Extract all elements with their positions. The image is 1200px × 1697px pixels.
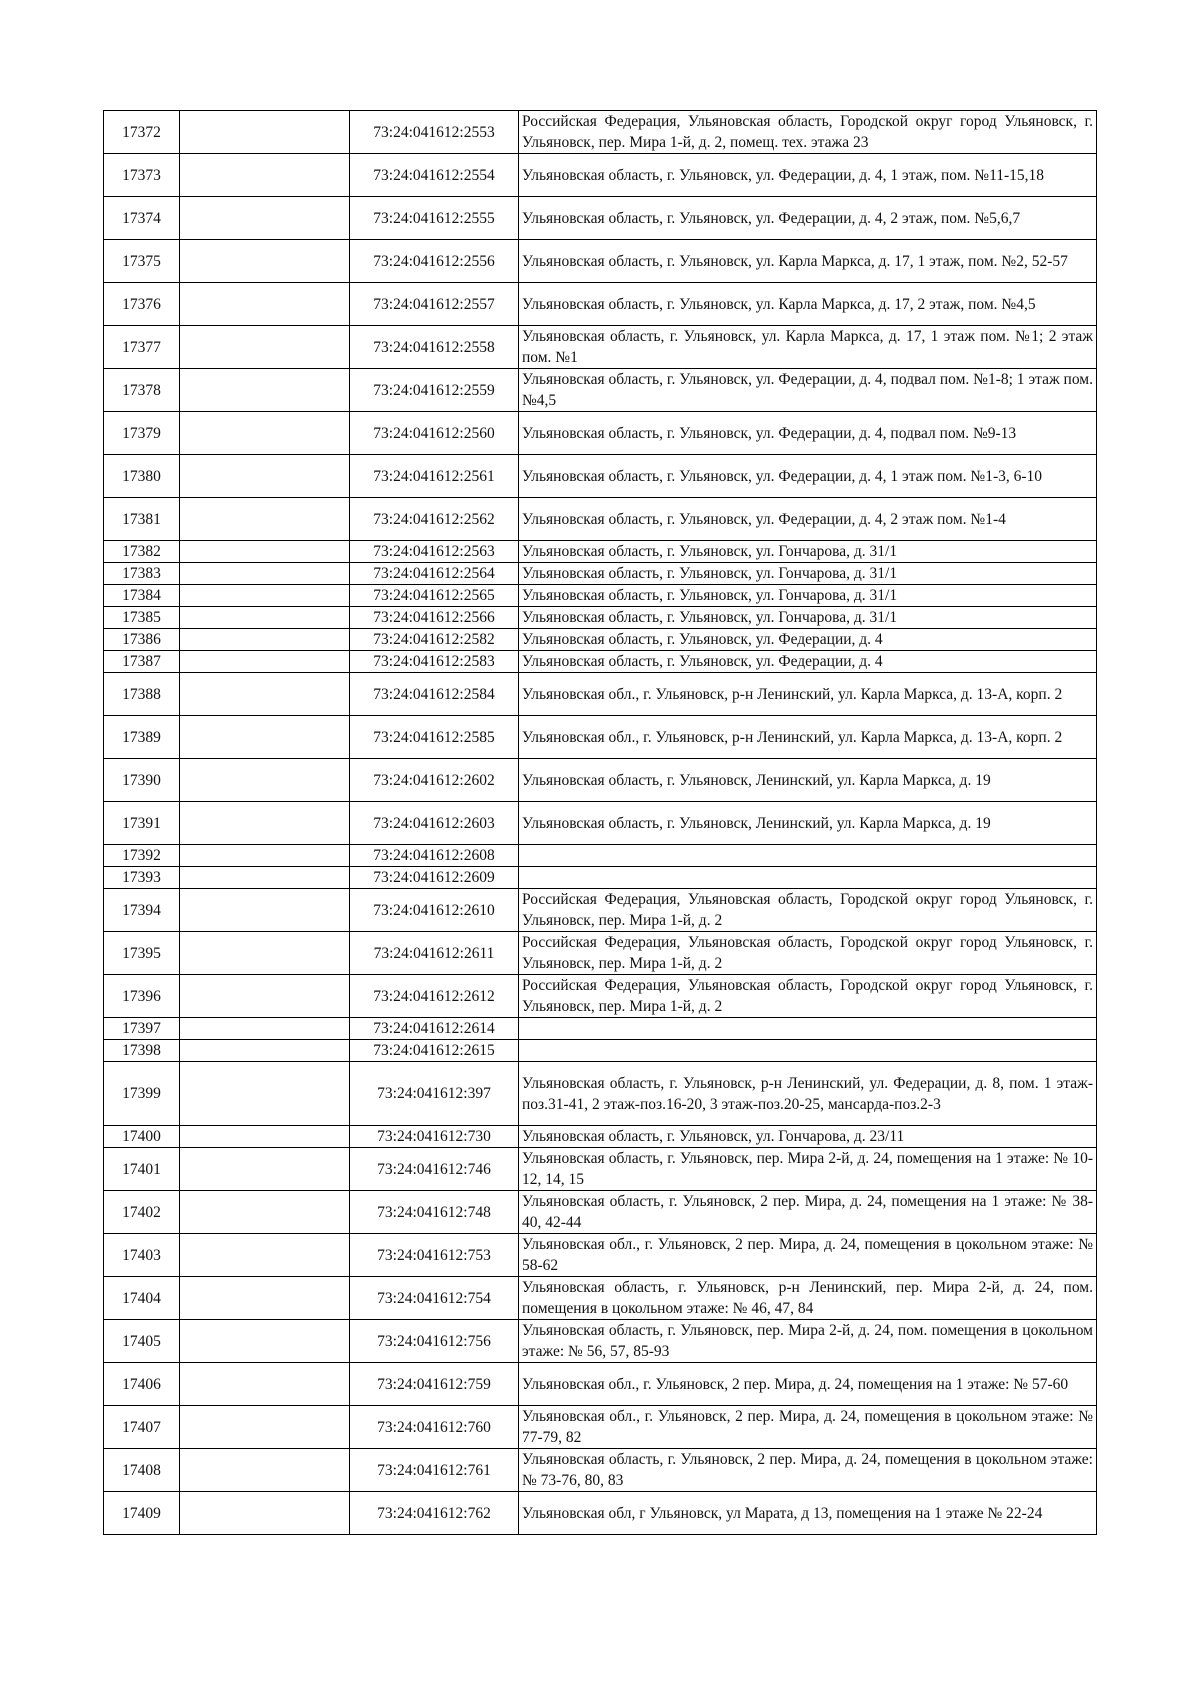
cadastral-number-cell: 73:24:041612:2582 <box>350 629 519 651</box>
empty-cell <box>180 369 350 412</box>
address-cell: Ульяновская область, г. Ульяновск, ул. Карла Маркса, д. 17, 1 этаж пом. №1; 2 этаж пом. №1 <box>519 326 1097 369</box>
table-row <box>104 759 1097 802</box>
empty-cell <box>180 283 350 326</box>
cadastral-number-cell: 73:24:041612:730 <box>350 1126 519 1148</box>
empty-cell <box>180 541 350 563</box>
cadastral-number-cell: 73:24:041612:2558 <box>350 326 519 369</box>
table-row <box>104 455 1097 498</box>
cadastral-number-cell: 73:24:041612:2561 <box>350 455 519 498</box>
table-row <box>104 802 1097 845</box>
table-row <box>104 1363 1097 1406</box>
address-cell: Российская Федерация, Ульяновская область, Городской округ город Ульяновск, г. Ульяновск, пер. Мира 1-й, д. 2, помещ. тех. этажа 23 <box>519 111 1097 154</box>
empty-cell <box>180 326 350 369</box>
empty-cell <box>180 1406 350 1449</box>
address-cell: Ульяновская область, г. Ульяновск, 2 пер. Мира, д. 24, помещения на 1 этаже: № 38-40, 42-44 <box>519 1191 1097 1234</box>
row-number-cell: 17399 <box>104 1062 180 1126</box>
address-cell <box>519 1018 1097 1040</box>
table-row <box>104 975 1097 1018</box>
row-number-cell: 17404 <box>104 1277 180 1320</box>
empty-cell <box>180 802 350 845</box>
table-row <box>104 1234 1097 1277</box>
row-number-cell: 17400 <box>104 1126 180 1148</box>
table-row <box>104 1040 1097 1062</box>
address-cell: Ульяновская область, г. Ульяновск, пер. Мира 2-й, д. 24, помещения на 1 этаже: № 10-12, 14, 15 <box>519 1148 1097 1191</box>
empty-cell <box>180 585 350 607</box>
cadastral-number-cell: 73:24:041612:2609 <box>350 867 519 889</box>
empty-cell <box>180 889 350 932</box>
table-row <box>104 1018 1097 1040</box>
table-row <box>104 867 1097 889</box>
row-number-cell: 17409 <box>104 1492 180 1535</box>
address-cell: Ульяновская обл., г. Ульяновск, 2 пер. Мира, д. 24, помещения в цокольном этаже: № 58-62 <box>519 1234 1097 1277</box>
address-cell <box>519 867 1097 889</box>
table-row <box>104 673 1097 716</box>
cadastral-number-cell: 73:24:041612:762 <box>350 1492 519 1535</box>
row-number-cell: 17375 <box>104 240 180 283</box>
table-row <box>104 154 1097 197</box>
table-row <box>104 1126 1097 1148</box>
cadastral-number-cell: 73:24:041612:2559 <box>350 369 519 412</box>
registry-table <box>103 110 1097 1535</box>
empty-cell <box>180 975 350 1018</box>
table-row <box>104 412 1097 455</box>
table-row <box>104 111 1097 154</box>
row-number-cell: 17379 <box>104 412 180 455</box>
cadastral-number-cell: 73:24:041612:2560 <box>350 412 519 455</box>
address-cell: Российская Федерация, Ульяновская область, Городской округ город Ульяновск, г. Ульяновск, пер. Мира 1-й, д. 2 <box>519 889 1097 932</box>
cadastral-number-cell: 73:24:041612:746 <box>350 1148 519 1191</box>
row-number-cell: 17387 <box>104 651 180 673</box>
cadastral-number-cell: 73:24:041612:2583 <box>350 651 519 673</box>
address-cell: Ульяновская область, г. Ульяновск, ул. Федерации, д. 4, подвал пом. №9-13 <box>519 412 1097 455</box>
empty-cell <box>180 1191 350 1234</box>
cadastral-number-cell: 73:24:041612:2562 <box>350 498 519 541</box>
table-row <box>104 563 1097 585</box>
empty-cell <box>180 197 350 240</box>
cadastral-number-cell: 73:24:041612:754 <box>350 1277 519 1320</box>
table-row <box>104 369 1097 412</box>
empty-cell <box>180 673 350 716</box>
table-row <box>104 845 1097 867</box>
address-cell: Ульяновская область, г. Ульяновск, пер. Мира 2-й, д. 24, пом. помещения в цокольном этаже: № 56, 57, 85-93 <box>519 1320 1097 1363</box>
empty-cell <box>180 154 350 197</box>
table-row <box>104 716 1097 759</box>
row-number-cell: 17385 <box>104 607 180 629</box>
row-number-cell: 17373 <box>104 154 180 197</box>
cadastral-number-cell: 73:24:041612:2614 <box>350 1018 519 1040</box>
row-number-cell: 17402 <box>104 1191 180 1234</box>
address-cell: Ульяновская область, г. Ульяновск, Ленинский, ул. Карла Маркса, д. 19 <box>519 802 1097 845</box>
row-number-cell: 17386 <box>104 629 180 651</box>
address-cell: Ульяновская область, г. Ульяновск, ул. Гончарова, д. 31/1 <box>519 563 1097 585</box>
table-row <box>104 197 1097 240</box>
table-row <box>104 326 1097 369</box>
row-number-cell: 17403 <box>104 1234 180 1277</box>
address-cell: Ульяновская область, г. Ульяновск, ул. Гончарова, д. 31/1 <box>519 607 1097 629</box>
cadastral-number-cell: 73:24:041612:2566 <box>350 607 519 629</box>
cadastral-number-cell: 73:24:041612:2611 <box>350 932 519 975</box>
address-cell <box>519 845 1097 867</box>
empty-cell <box>180 1492 350 1535</box>
empty-cell <box>180 1062 350 1126</box>
address-cell: Ульяновская область, г. Ульяновск, ул. Федерации, д. 4, подвал пом. №1-8; 1 этаж пом. №4,5 <box>519 369 1097 412</box>
row-number-cell: 17383 <box>104 563 180 585</box>
empty-cell <box>180 111 350 154</box>
cadastral-number-cell: 73:24:041612:2585 <box>350 716 519 759</box>
table-row <box>104 1492 1097 1535</box>
empty-cell <box>180 1449 350 1492</box>
cadastral-number-cell: 73:24:041612:2556 <box>350 240 519 283</box>
row-number-cell: 17408 <box>104 1449 180 1492</box>
table-row <box>104 1062 1097 1126</box>
empty-cell <box>180 867 350 889</box>
empty-cell <box>180 1040 350 1062</box>
address-cell: Ульяновская область, г. Ульяновск, Ленинский, ул. Карла Маркса, д. 19 <box>519 759 1097 802</box>
cadastral-number-cell: 73:24:041612:2557 <box>350 283 519 326</box>
empty-cell <box>180 716 350 759</box>
address-cell: Ульяновская обл., г. Ульяновск, р-н Ленинский, ул. Карла Маркса, д. 13-А, корп. 2 <box>519 716 1097 759</box>
table-row <box>104 283 1097 326</box>
cadastral-number-cell: 73:24:041612:759 <box>350 1363 519 1406</box>
cadastral-number-cell: 73:24:041612:2610 <box>350 889 519 932</box>
empty-cell <box>180 1126 350 1148</box>
empty-cell <box>180 412 350 455</box>
table-row <box>104 240 1097 283</box>
table-row <box>104 629 1097 651</box>
address-cell: Ульяновская область, г. Ульяновск, ул. Федерации, д. 4, 1 этаж, пом. №11-15,18 <box>519 154 1097 197</box>
address-cell: Ульяновская область, г. Ульяновск, ул. Карла Маркса, д. 17, 1 этаж, пом. №2, 52-57 <box>519 240 1097 283</box>
table-row <box>104 1191 1097 1234</box>
row-number-cell: 17396 <box>104 975 180 1018</box>
address-cell: Ульяновская область, г. Ульяновск, ул. Гончарова, д. 23/11 <box>519 1126 1097 1148</box>
row-number-cell: 17378 <box>104 369 180 412</box>
address-cell: Ульяновская область, г. Ульяновск, ул. Федерации, д. 4, 2 этаж пом. №1-4 <box>519 498 1097 541</box>
address-cell: Российская Федерация, Ульяновская область, Городской округ город Ульяновск, г. Ульяновск, пер. Мира 1-й, д. 2 <box>519 932 1097 975</box>
table-row <box>104 585 1097 607</box>
cadastral-number-cell: 73:24:041612:2565 <box>350 585 519 607</box>
address-cell: Ульяновская обл., г. Ульяновск, 2 пер. Мира, д. 24, помещения в цокольном этаже: № 77-79, 82 <box>519 1406 1097 1449</box>
empty-cell <box>180 759 350 802</box>
cadastral-number-cell: 73:24:041612:753 <box>350 1234 519 1277</box>
address-cell: Ульяновская обл., г. Ульяновск, 2 пер. Мира, д. 24, помещения на 1 этаже: № 57-60 <box>519 1363 1097 1406</box>
row-number-cell: 17382 <box>104 541 180 563</box>
row-number-cell: 17372 <box>104 111 180 154</box>
address-cell: Ульяновская область, г. Ульяновск, 2 пер. Мира, д. 24, помещения в цокольном этаже: № 73-76, 80, 83 <box>519 1449 1097 1492</box>
address-cell: Ульяновская область, г. Ульяновск, ул. Карла Маркса, д. 17, 2 этаж, пом. №4,5 <box>519 283 1097 326</box>
registry-table-body <box>104 111 1097 1535</box>
row-number-cell: 17374 <box>104 197 180 240</box>
empty-cell <box>180 1018 350 1040</box>
cadastral-number-cell: 73:24:041612:2554 <box>350 154 519 197</box>
table-row <box>104 1320 1097 1363</box>
row-number-cell: 17377 <box>104 326 180 369</box>
table-row <box>104 889 1097 932</box>
empty-cell <box>180 1320 350 1363</box>
cadastral-number-cell: 73:24:041612:2553 <box>350 111 519 154</box>
cadastral-number-cell: 73:24:041612:761 <box>350 1449 519 1492</box>
row-number-cell: 17397 <box>104 1018 180 1040</box>
row-number-cell: 17407 <box>104 1406 180 1449</box>
address-cell: Ульяновская обл., г. Ульяновск, р-н Ленинский, ул. Карла Маркса, д. 13-А, корп. 2 <box>519 673 1097 716</box>
cadastral-number-cell: 73:24:041612:2608 <box>350 845 519 867</box>
row-number-cell: 17393 <box>104 867 180 889</box>
table-row <box>104 1406 1097 1449</box>
address-cell: Ульяновская область, г. Ульяновск, ул. Федерации, д. 4 <box>519 629 1097 651</box>
cadastral-number-cell: 73:24:041612:2603 <box>350 802 519 845</box>
empty-cell <box>180 932 350 975</box>
row-number-cell: 17398 <box>104 1040 180 1062</box>
cadastral-number-cell: 73:24:041612:397 <box>350 1062 519 1126</box>
empty-cell <box>180 563 350 585</box>
row-number-cell: 17384 <box>104 585 180 607</box>
cadastral-number-cell: 73:24:041612:2563 <box>350 541 519 563</box>
empty-cell <box>180 1363 350 1406</box>
table-row <box>104 607 1097 629</box>
table-row <box>104 651 1097 673</box>
empty-cell <box>180 629 350 651</box>
row-number-cell: 17388 <box>104 673 180 716</box>
cadastral-number-cell: 73:24:041612:748 <box>350 1191 519 1234</box>
cadastral-number-cell: 73:24:041612:2555 <box>350 197 519 240</box>
row-number-cell: 17406 <box>104 1363 180 1406</box>
address-cell: Ульяновская область, г. Ульяновск, ул. Федерации, д. 4 <box>519 651 1097 673</box>
address-cell: Ульяновская область, г. Ульяновск, р-н Ленинский, ул. Федерации, д. 8, пом. 1 этаж-поз.31-41, 2 этаж-поз.16-20, 3 этаж-поз.20-25, мансарда-поз.2-3 <box>519 1062 1097 1126</box>
table-row <box>104 932 1097 975</box>
cadastral-number-cell: 73:24:041612:756 <box>350 1320 519 1363</box>
row-number-cell: 17401 <box>104 1148 180 1191</box>
row-number-cell: 17394 <box>104 889 180 932</box>
empty-cell <box>180 651 350 673</box>
empty-cell <box>180 455 350 498</box>
cadastral-number-cell: 73:24:041612:2612 <box>350 975 519 1018</box>
table-row <box>104 1449 1097 1492</box>
empty-cell <box>180 498 350 541</box>
empty-cell <box>180 607 350 629</box>
table-row <box>104 1148 1097 1191</box>
cadastral-number-cell: 73:24:041612:2584 <box>350 673 519 716</box>
address-cell <box>519 1040 1097 1062</box>
row-number-cell: 17389 <box>104 716 180 759</box>
empty-cell <box>180 240 350 283</box>
address-cell: Ульяновская область, г. Ульяновск, р-н Ленинский, пер. Мира 2-й, д. 24, пом. помещения в цокольном этаже: № 46, 47, 84 <box>519 1277 1097 1320</box>
row-number-cell: 17395 <box>104 932 180 975</box>
row-number-cell: 17390 <box>104 759 180 802</box>
row-number-cell: 17380 <box>104 455 180 498</box>
address-cell: Ульяновская обл, г Ульяновск, ул Марата, д 13, помещения на 1 этаже № 22-24 <box>519 1492 1097 1535</box>
address-cell: Ульяновская область, г. Ульяновск, ул. Гончарова, д. 31/1 <box>519 585 1097 607</box>
row-number-cell: 17381 <box>104 498 180 541</box>
empty-cell <box>180 1234 350 1277</box>
table-row <box>104 498 1097 541</box>
address-cell: Ульяновская область, г. Ульяновск, ул. Федерации, д. 4, 2 этаж, пом. №5,6,7 <box>519 197 1097 240</box>
row-number-cell: 17392 <box>104 845 180 867</box>
empty-cell <box>180 1148 350 1191</box>
cadastral-number-cell: 73:24:041612:760 <box>350 1406 519 1449</box>
empty-cell <box>180 845 350 867</box>
row-number-cell: 17391 <box>104 802 180 845</box>
row-number-cell: 17376 <box>104 283 180 326</box>
empty-cell <box>180 1277 350 1320</box>
cadastral-number-cell: 73:24:041612:2615 <box>350 1040 519 1062</box>
address-cell: Ульяновская область, г. Ульяновск, ул. Гончарова, д. 31/1 <box>519 541 1097 563</box>
cadastral-number-cell: 73:24:041612:2602 <box>350 759 519 802</box>
address-cell: Ульяновская область, г. Ульяновск, ул. Федерации, д. 4, 1 этаж пом. №1-3, 6-10 <box>519 455 1097 498</box>
address-cell: Российская Федерация, Ульяновская область, Городской округ город Ульяновск, г. Ульяновск, пер. Мира 1-й, д. 2 <box>519 975 1097 1018</box>
row-number-cell: 17405 <box>104 1320 180 1363</box>
cadastral-number-cell: 73:24:041612:2564 <box>350 563 519 585</box>
table-row <box>104 541 1097 563</box>
table-row <box>104 1277 1097 1320</box>
